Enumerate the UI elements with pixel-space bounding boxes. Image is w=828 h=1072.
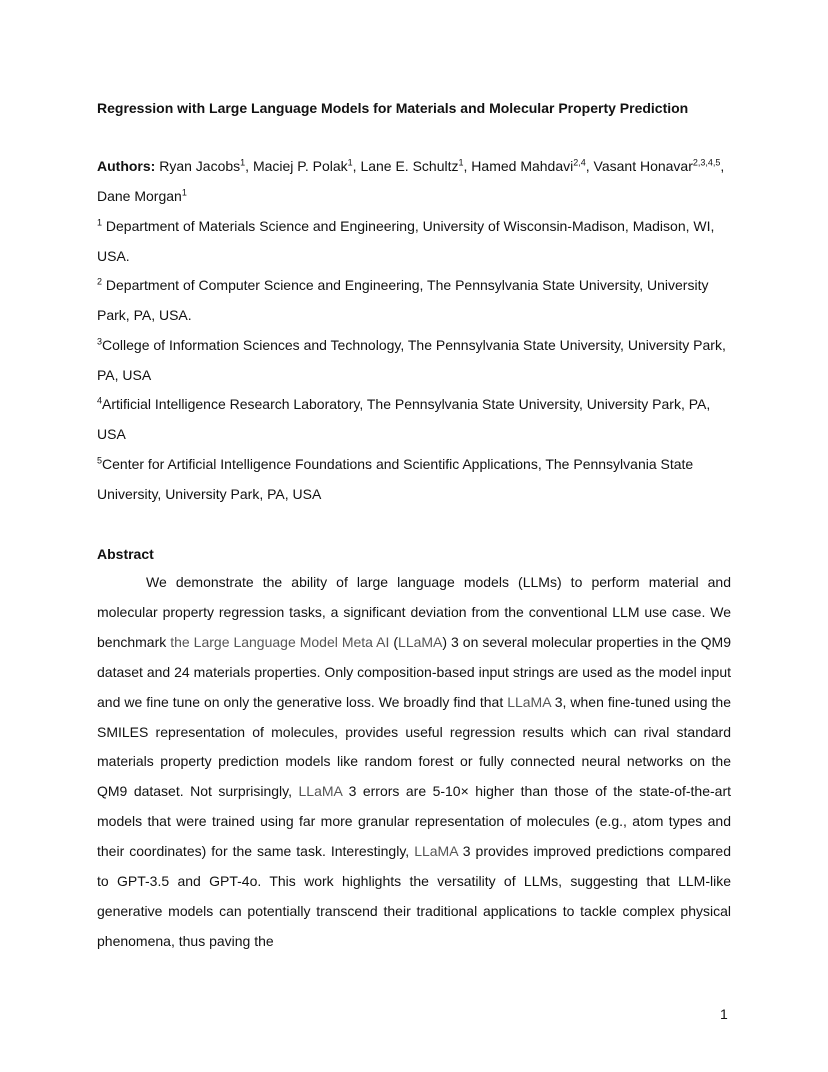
model-name-link[interactable]: LLaMA xyxy=(414,843,458,860)
author-list xyxy=(97,152,731,211)
affiliation-2 xyxy=(97,271,731,330)
author-affiliation-mark: 1 xyxy=(347,157,353,168)
author-name: Lane E. Schultz xyxy=(360,158,459,174)
affiliation-text: Center for Artificial Intelligence Foundations and Scientific Applications, The Pennsylvania State University, University Park, PA, USA xyxy=(97,456,694,502)
abstract-text: 3 errors are 5-10× higher than those of the state-of-the-art models that were trained using far more granular representation of molecules (e.g., atom types and their coordinates) for the same task. Interestingly, xyxy=(97,783,731,860)
affiliation-number: 1 xyxy=(97,217,103,228)
affiliation-3 xyxy=(97,331,731,390)
author-name: Hamed Mahdavi xyxy=(471,158,574,174)
author-separator: , xyxy=(352,158,361,174)
affiliation-5 xyxy=(97,450,731,509)
author-affiliation-mark: 1 xyxy=(240,157,246,168)
author-separator: , xyxy=(245,158,253,174)
abstract-text: ) 3 on several molecular properties in the QM9 dataset and 24 materials properties. Only composition-based input strings are used as the model input and we fine tune on only the generative loss. We broadly find that xyxy=(97,633,731,710)
author-name: Dane Morgan xyxy=(97,187,182,204)
affiliation-number: 2 xyxy=(97,276,103,287)
affiliation-text: Department of Computer Science and Engineering, The Pennsylvania State University, University Park, PA, USA. xyxy=(97,277,709,323)
affiliation-text: College of Information Sciences and Technology, The Pennsylvania State University, University Park, PA, USA xyxy=(97,337,726,383)
abstract-heading: Abstract xyxy=(97,546,154,562)
abstract-text: 3 provides improved predictions compared to GPT-3.5 and GPT-4o. This work highlights the versatility of LLMs, suggesting that LLM-like generative models can potentially transcend their traditional applications to tackle complex physical phenomena, thus paving the xyxy=(97,843,731,949)
abstract-text: 3, when fine-tuned using the SMILES representation of molecules, provides useful regression results which can rival standard materials property prediction models like random forest or fully connected neural networks on the QM9 dataset. Not surprisingly, xyxy=(97,693,731,800)
author-separator: , xyxy=(720,158,725,174)
affiliation-text: Artificial Intelligence Research Laboratory, The Pennsylvania State University, University Park, PA, USA xyxy=(97,396,711,442)
author-affiliation-mark: 2,4 xyxy=(573,157,586,168)
model-name-link[interactable]: the Large Language Model Meta AI xyxy=(170,633,390,650)
page-number: 1 xyxy=(720,1006,728,1022)
model-name-link[interactable]: LLaMA xyxy=(398,633,443,650)
authors-label: Authors: xyxy=(97,158,156,174)
model-name-link[interactable]: LLaMA xyxy=(507,693,551,710)
affiliation-4 xyxy=(97,390,731,449)
author-affiliation-mark: 1 xyxy=(181,187,187,198)
abstract-body xyxy=(97,568,731,957)
author-separator: , xyxy=(463,158,472,174)
affiliation-number: 4 xyxy=(97,395,103,406)
paper-title: Regression with Large Language Models for Materials and Molecular Property Prediction xyxy=(97,100,689,116)
author-affiliation-mark: 2,3,4,5 xyxy=(692,157,721,168)
affiliation-text: Department of Materials Science and Engineering, University of Wisconsin-Madison, Madison, WI, USA. xyxy=(97,218,715,264)
author-name: Ryan Jacobs xyxy=(155,158,241,174)
author-separator: , xyxy=(585,158,594,174)
author-name: Maciej P. Polak xyxy=(252,158,348,174)
affiliation-number: 3 xyxy=(97,336,103,347)
author-affiliation-mark: 1 xyxy=(458,157,464,168)
affiliation-number: 5 xyxy=(97,455,103,466)
abstract-text: We demonstrate the ability of large language models (LLMs) to perform material and molecular property regression tasks, a significant deviation from the conventional LLM use case. We benchmark xyxy=(97,574,731,650)
abstract-text: ( xyxy=(389,633,399,650)
affiliation-1 xyxy=(97,212,731,271)
author-name: Vasant Honavar xyxy=(593,158,693,174)
model-name-link[interactable]: LLaMA xyxy=(298,783,343,800)
